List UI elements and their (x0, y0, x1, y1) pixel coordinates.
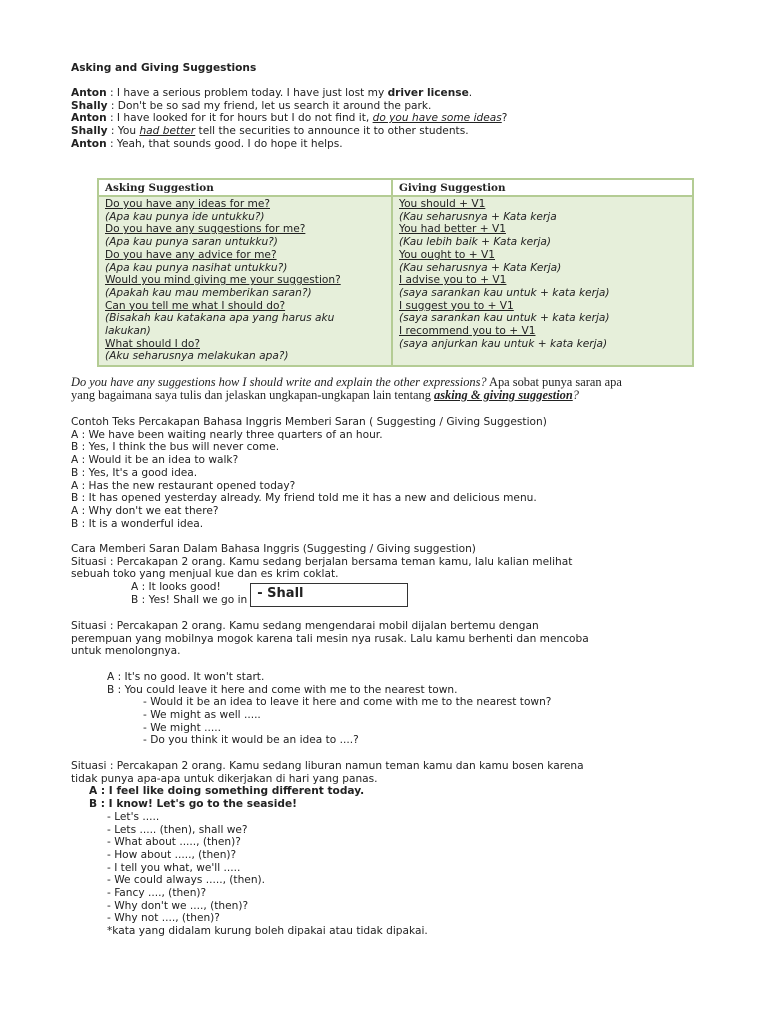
dialog-text: : I have looked for it for hours but I do not find it, (106, 112, 373, 125)
dialog-text: . (468, 87, 473, 99)
dialog-text: tell the securities to announce it to other students. (195, 125, 469, 138)
giving-expression: I suggest you to + V1 (399, 299, 514, 312)
option-line: - Lets ..... (then), shall we? (107, 823, 248, 836)
option-line: - Would it be an idea to leave it here and come with me to the nearest town? (143, 696, 552, 709)
conversation-line: A : We have been waiting nearly three quarters of an hour. (71, 428, 383, 441)
translation: (saya anjurkan kau untuk + kata kerja) (399, 337, 608, 350)
option-line: - Why don't we ...., (then)? (107, 899, 249, 912)
conversation-line: A : Why don't we eat there? (71, 504, 219, 517)
option-line: - We might as well ..... (143, 708, 261, 721)
translation: (Apakah kau mau memberikan saran?) (105, 286, 312, 299)
asking-expression: Can you tell me what I should do? (105, 299, 286, 312)
translation: (saya sarankan kau untuk + kata kerja) (399, 312, 610, 325)
suggestion-table (97, 178, 694, 367)
translation: (saya sarankan kau untuk + kata kerja) (399, 286, 610, 299)
giving-expression: You should + V1 (399, 198, 486, 210)
option-line: - I tell you what, we'll ..... (107, 861, 241, 874)
conversation-line: B : It is a wonderful idea. (71, 517, 204, 530)
dialog-line (71, 138, 507, 151)
dialog (71, 87, 507, 151)
question-text: ? (572, 388, 579, 402)
shall-text-box: - Shall (250, 583, 408, 607)
shall-slot (250, 585, 410, 606)
dialog-text: : Yeah, that sounds good. I do hope it helps. (106, 137, 343, 150)
situation-text: Situasi : Percakapan 2 orang. Kamu sedang berjalan bersama teman kamu, lalu kalian melihat (71, 555, 573, 568)
contoh-section (71, 416, 547, 530)
conversation-line: A : Has the new restaurant opened today? (71, 479, 296, 492)
giving-expression: I advise you to + V1 (399, 274, 507, 287)
dialog-text: : Don't be so sad my friend, let us search it around the park. (107, 99, 432, 112)
dialog-text: ? (501, 112, 508, 125)
asking-expression: Do you have any ideas for me? (105, 198, 270, 210)
asking-column (98, 196, 392, 366)
situation-text: Situasi : Percakapan 2 orang. Kamu sedang liburan namun teman kamu dan kamu bosen karena (71, 760, 584, 772)
option-line: - We might ..... (143, 721, 221, 734)
dialog-line (71, 112, 507, 125)
speaker: Shally (71, 99, 108, 112)
section-heading: Cara Memberi Saran Dalam Bahasa Inggris (Suggesting / Giving suggestion) (71, 543, 476, 555)
translation: (Kau lebih baik + Kata kerja) (399, 236, 552, 249)
footnote: *kata yang didalam kurung boleh dipakai atau tidak dipakai. (107, 925, 428, 938)
giving-expression: You had better + V1 (399, 223, 506, 236)
speaker: Shally (71, 125, 108, 138)
underlined-phrase: had better (139, 125, 196, 138)
asking-expression: What should I do? (105, 337, 200, 350)
option-line: - Why not ...., (then)? (107, 912, 220, 925)
conversation-line: A : It's no good. It won't start. (107, 670, 265, 683)
situation-text: sebuah toko yang menjual kue dan es krim coklat. (71, 568, 339, 581)
giving-expression: I recommend you to + V1 (399, 325, 536, 338)
translation: (Apa kau punya saran untukku?) (105, 236, 278, 249)
translation: lakukan) (105, 325, 151, 338)
option-line: - Fancy ...., (then)? (107, 887, 207, 900)
conversation-line: B : I know! Let's go to the seaside! (89, 798, 297, 811)
situation-text: Situasi : Percakapan 2 orang. Kamu sedang mengendarai mobil dijalan bertemu dengan (71, 620, 539, 632)
option-line: - We could always ....., (then). (107, 874, 266, 887)
speaker: Anton (71, 87, 107, 99)
conversation-line: B : It has opened yesterday already. My friend told me it has a new and delicious menu. (71, 492, 537, 505)
conversation-line: B : You could leave it here and come with me to the nearest town. (107, 683, 458, 696)
header-asking: Asking Suggestion (98, 179, 392, 196)
translation: (Kau seharusnya + Kata kerja (399, 210, 557, 223)
conversation-line: B : Yes, I think the bus will never come. (71, 441, 280, 454)
translation: (Kau seharusnya + Kata Kerja) (399, 261, 562, 274)
dialog-line (71, 100, 507, 113)
option-line: - What about ....., (then)? (107, 836, 241, 849)
option-line: - How about ....., (then)? (107, 848, 237, 861)
dialog-text: : You (107, 125, 140, 138)
header-giving: Giving Suggestion (392, 179, 693, 196)
page-title: Asking and Giving Suggestions (71, 62, 257, 74)
situasi-2 (71, 620, 589, 747)
dialog-line (71, 87, 507, 100)
translation: (Bisakah kau katakana apa yang harus aku (105, 312, 335, 325)
underlined-phrase: do you have some ideas (372, 112, 502, 125)
translation: (Apa kau punya ide untukku?) (105, 210, 265, 223)
giving-column (392, 196, 693, 366)
bold-text: driver license (387, 87, 469, 99)
section-heading: Contoh Teks Percakapan Bahasa Inggris Memberi Saran ( Suggesting / Giving Suggestion) (71, 416, 547, 428)
situation-text: tidak punya apa-apa untuk dikerjakan di hari yang panas. (71, 772, 378, 785)
option-line: - Do you think it would be an idea to ....? (143, 734, 359, 747)
translation: (Apa kau punya nasihat untukku?) (105, 261, 288, 274)
asking-expression: Would you mind giving me your suggestion? (105, 274, 341, 287)
translation: (Aku seharusnya melakukan apa?) (105, 350, 289, 363)
option-line: - Let's ..... (107, 810, 160, 823)
cara-section (71, 543, 572, 607)
conversation-line: A : It looks good! (131, 581, 221, 594)
conversation-line: A : Would it be an idea to walk? (71, 454, 239, 467)
situation-text: untuk menolongnya. (71, 645, 181, 658)
asking-expression: Do you have any advice for me? (105, 248, 277, 261)
question-paragraph (71, 376, 622, 402)
question-text: yang bagaimana saya tulis dan jelaskan ungkapan-ungkapan lain tentang (71, 388, 434, 402)
speaker: Anton (71, 112, 107, 125)
giving-expression: You ought to + V1 (399, 248, 496, 261)
conversation-line: A : I feel like doing something different today. (89, 785, 365, 798)
conversation-line: B : Yes! Shall we go in (131, 593, 248, 606)
question-text: Apa sobat punya saran apa (486, 375, 622, 389)
asking-expression: Do you have any suggestions for me? (105, 223, 306, 236)
dialog-text: : I have a serious problem today. I have just lost my (106, 87, 388, 99)
speaker: Anton (71, 137, 107, 150)
dialog-line (71, 125, 507, 138)
asking-giving-link[interactable]: asking & giving suggestion (434, 388, 573, 402)
conversation-line: B : Yes, It's a good idea. (71, 466, 198, 479)
question-italic: Do you have any suggestions how I should write and explain the other expressions? (71, 375, 487, 389)
situasi-3 (71, 760, 584, 938)
situation-text: perempuan yang mobilnya mogok karena tali mesin nya rusak. Lalu kamu berhenti dan mencoba (71, 632, 589, 645)
